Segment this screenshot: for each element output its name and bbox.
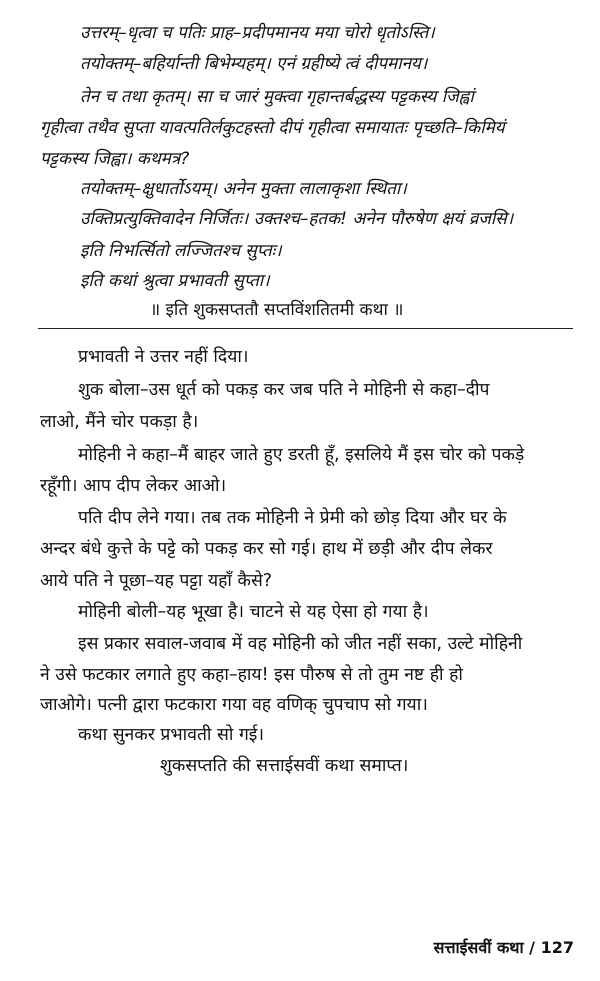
hindi-line: आये पति ने पूछा–यह पट्टा यहाँ कैसे? xyxy=(40,571,273,591)
hindi-line: पति दीप लेने गया। तब तक मोहिनी ने प्रेमी को छोड़ दिया और घर के xyxy=(78,508,507,528)
sanskrit-line: इति कथां श्रुत्वा प्रभावती सुप्ता। xyxy=(80,271,270,291)
sanskrit-line: तयोक्तम्–बहिर्यान्ती बिभेम्यहम्। एनं ग्रहीष्ये त्वं दीपमानय। xyxy=(80,54,428,74)
hindi-line: ने उसे फटकार लगाते हुए कहा–हाय! इस पौरुष से तो तुम नष्ट ही हो xyxy=(40,665,463,685)
sanskrit-line: गृहीत्वा तथैव सुप्ता यावत्पतिर्लकुटहस्तो दीपं गृहीत्वा समायातः पृच्छति–किमियं xyxy=(40,118,505,138)
sanskrit-line: उत्तरम्–धृत्वा च पतिः प्राह–प्रदीपमानय मया चोरो धृतोऽस्ति। xyxy=(80,23,435,43)
sanskrit-line: तयोक्तम्–क्षुधार्तोऽयम्। अनेन मुक्ता लालाकृशा स्थिता। xyxy=(80,179,407,199)
section-divider xyxy=(38,328,573,329)
hindi-line: इस प्रकार सवाल-जवाब में वह मोहिनी को जीत नहीं सका, उल्टे मोहिनी xyxy=(78,634,523,654)
sanskrit-line: उक्तिप्रत्युक्तिवादेन निर्जितः। उक्तश्च–हतक! अनेन पौरुषेण क्षयं व्रजसि। xyxy=(80,209,514,229)
hindi-line: शुकसप्तति की सत्ताईसवीं कथा समाप्त। xyxy=(160,756,409,776)
hindi-line: प्रभावती ने उत्तर नहीं दिया। xyxy=(78,347,249,367)
sanskrit-line: पट्टकस्य जिह्वा। कथमत्र? xyxy=(40,149,190,169)
hindi-line: शुक बोला–उस धूर्त को पकड़ कर जब पति ने मोहिनी से कहा–दीप xyxy=(78,380,490,400)
hindi-line: मोहिनी बोली–यह भूखा है। चाटने से यह ऐसा हो गया है। xyxy=(78,602,429,622)
hindi-line: मोहिनी ने कहा–मैं बाहर जाते हुए डरती हूँ, इसलिये मैं इस चोर को पकड़े xyxy=(78,445,525,465)
hindi-line: जाओगे। पत्नी द्वारा फटकारा गया वह वणिक् चुपचाप सो गया। xyxy=(40,695,428,715)
sanskrit-line: इति निभर्त्सितो लज्जितश्च सुप्तः। xyxy=(80,241,282,261)
hindi-line: लाओ, मैंने चोर पकड़ा है। xyxy=(40,412,199,432)
running-footer: सत्ताईसवीं कथा / 127 xyxy=(433,938,574,957)
hindi-line: कथा सुनकर प्रभावती सो गई। xyxy=(78,725,265,745)
hindi-line: अन्दर बंधे कुत्ते के पट्टे को पकड़ कर सो गई। हाथ में छड़ी और दीप लेकर xyxy=(40,539,493,559)
hindi-line: रहूँगी। आप दीप लेकर आओ। xyxy=(40,476,227,496)
sanskrit-colophon: ॥ इति शुकसप्ततौ सप्तविंशतितमी कथा ॥ xyxy=(150,300,404,320)
sanskrit-line: तेन च तथा कृतम्। सा च जारं मुक्त्वा गृहान्तर्बद्धस्य पट्टकस्य जिह्वां xyxy=(80,87,474,107)
